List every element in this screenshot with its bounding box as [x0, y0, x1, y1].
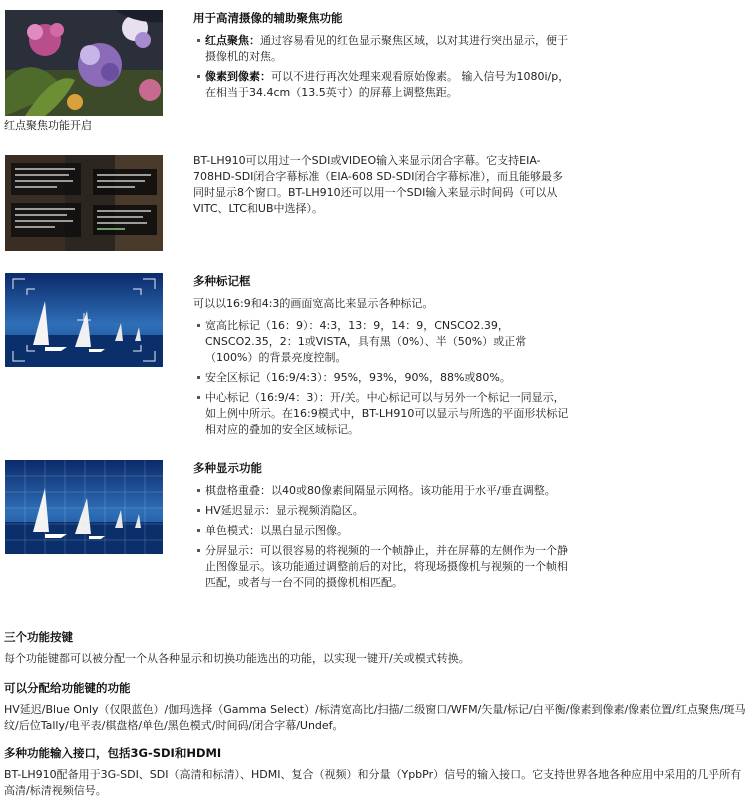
sailboat-markers-image: [5, 273, 163, 367]
display-section: [0, 458, 756, 628]
list-item: HV延迟显示：显示视频消隐区。: [205, 503, 573, 519]
list-item: 中心标记（16:9/4：3）：开/关。中心标记可以与另外一个标记一同显示，如上例中所示。在16:9模式中，BT-LH910可以显示与所选的平面形状标记相对应的叠加的安全区域标记。: [205, 390, 573, 438]
list-item: 棋盘格重叠：以40或80像素间隔显示网格。该功能用于水平/垂直调整。: [205, 483, 573, 499]
caption-screen-image: [5, 155, 163, 251]
flower-image: [5, 10, 163, 116]
inputs-text: BT-LH910配备用于3G-SDI、SDI（高清和标清）、HDMI、复合（视频）和分量（YpbPr）信号的输入接口。它支持世界各地各种应用中采用的几乎所有高清/标清视频信号。: [4, 768, 742, 797]
display-heading: 多种显示功能: [193, 461, 262, 475]
inputs-heading: 多种功能输入接口，包括3G-SDI和HDMI: [4, 746, 222, 760]
item-text: 通过容易看见的红色显示聚焦区域，以对其进行突出显示，便于摄像机的对焦。: [205, 34, 568, 63]
inputs-section: [4, 745, 749, 805]
focus-text: [193, 10, 573, 105]
assignable-section: [4, 680, 749, 740]
closed-caption-text: BT-LH910可以用过一个SDI或VIDEO输入来显示闭合字幕。它支持EIA-708HD-SDI闭合字幕标准（EIA-608 SD-SDI闭合字幕标准），而且能够最多同时显示8个窗口。BT-LH910还可以用一个SDI输入来显示时间码（可以从VITC、LTC和UB中选择）。: [193, 154, 563, 215]
focus-section: [0, 0, 756, 140]
markers-intro: 可以以16:9和4:3的画面宽高比来显示各种标记。: [193, 297, 434, 310]
caption-thumbnail: [5, 155, 163, 251]
markers-section: [0, 270, 756, 450]
list-item: 安全区标记（16:9/4:3）：95%，93%，90%，88%或80%。: [205, 370, 573, 386]
focus-heading: 用于高清摄像的辅助聚焦功能: [193, 11, 343, 25]
assignable-text: HV延迟/Blue Only（仅限蓝色）/伽玛选择（Gamma Select）/标清宽高比/扫描/二级窗口/WFM/矢量/标记/白平衡/像素到像素/像素位置/红点聚焦/斑马纹/后位Tally/电平表/棋盘格/单色/黑色模式/时间码/闭合字幕/Undef。: [4, 703, 746, 732]
display-list: [193, 483, 573, 591]
item-label: 红点聚焦：: [205, 34, 260, 47]
list-item: [205, 69, 573, 101]
focus-list: [193, 33, 573, 101]
display-text: [193, 460, 573, 595]
display-thumbnail: [5, 460, 163, 554]
sailboat-grid-image: [5, 460, 163, 554]
function-buttons-section: [4, 629, 749, 673]
list-item: 单色模式：以黑白显示图像。: [205, 523, 573, 539]
markers-list: [193, 318, 573, 438]
markers-heading: 多种标记框: [193, 274, 251, 288]
assignable-heading: 可以分配给功能键的功能: [4, 681, 131, 695]
markers-thumbnail: [5, 273, 163, 367]
item-label: 像素到像素：: [205, 70, 271, 83]
focus-caption: 红点聚焦功能开启: [4, 119, 92, 132]
list-item: [205, 33, 573, 65]
function-buttons-text: 每个功能键都可以被分配一个从各种显示和切换功能选出的功能，以实现一键开/关或模式转换。: [4, 652, 470, 665]
flower-thumbnail: [5, 10, 163, 116]
function-buttons-heading: 三个功能按键: [4, 630, 73, 644]
closed-caption-section: [0, 150, 756, 260]
list-item: 宽高比标记（16：9）：4:3，13：9，14：9，CNSCO2.39，CNSCO2.35，2：1或VISTA，具有黑（0%）、半（50%）或正常（100%）的背景亮度控制。: [205, 318, 573, 366]
item-text: 可以不进行再次处理来观看原始像素。 输入信号为1080i/p，在相当于34.4cm（13.5英寸）的屏幕上调整焦距。: [205, 70, 570, 99]
list-item: 分屏显示：可以很容易的将视频的一个帧静止，并在屏幕的左侧作为一个静止图像显示。该功能通过调整前后的对比，将现场摄像机与视频的一个帧相匹配，或者与一台不同的摄像机相匹配。: [205, 543, 573, 591]
markers-text: [193, 273, 573, 442]
